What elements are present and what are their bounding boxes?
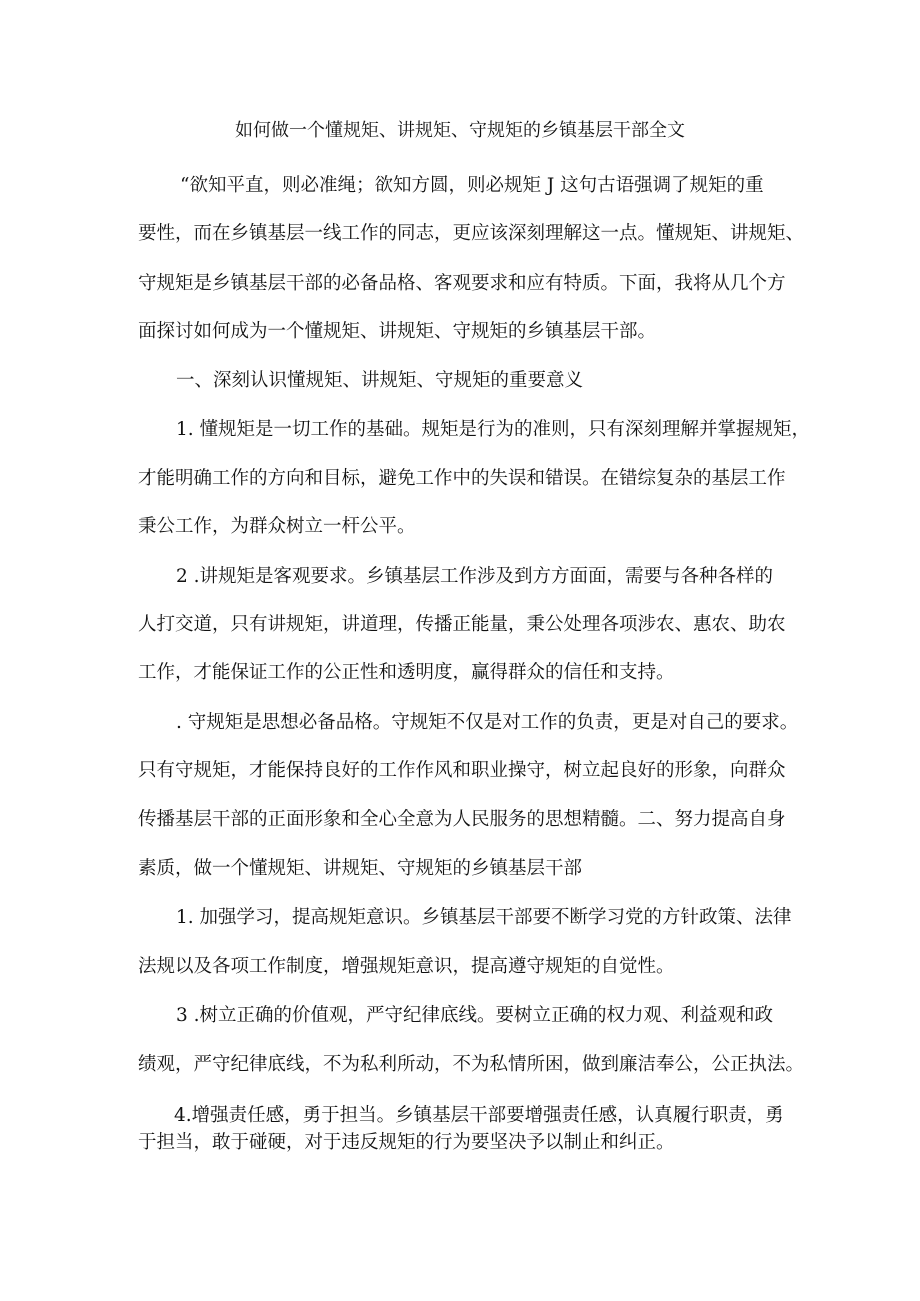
s1-p3-line-3: 传播基层干部的正面形象和全心全意为人民服务的思想精髓。二、努力提高自身 — [138, 809, 786, 830]
s2-p3-line-2: 于担当，敢于碰硬，对于违反规矩的行为要坚决予以制止和纠正。 — [138, 1132, 675, 1153]
s2-p3-line-1: 4.增强责任感，勇于担当。乡镇基层干部要增强责任感，认真履行职责，勇 — [174, 1105, 784, 1126]
s1-p2-line-1: 2 .讲规矩是客观要求。乡镇基层工作涉及到方方面面，需要与各种各样的 — [176, 566, 774, 587]
s1-p3-line-4: 素质，做一个懂规矩、讲规矩、守规矩的乡镇基层干部 — [138, 858, 583, 879]
s2-p1-line-1: 1. 加强学习，提高规矩意识。乡镇基层干部要不断学习党的方针政策、法律 — [176, 907, 792, 928]
intro-line-3: 守规矩是乡镇基层干部的必备品格、客观要求和应有特质。下面，我将从几个方 — [138, 273, 786, 294]
section1-heading: 一、深刻认识懂规矩、讲规矩、守规矩的重要意义 — [176, 370, 584, 391]
s1-p1-line-3: 秉公工作，为群众树立一杆公平。 — [138, 516, 416, 537]
s2-p2-line-2: 绩观，严守纪律底线，不为私利所动，不为私情所困，做到廉洁奉公，公正执法。 — [138, 1054, 805, 1075]
s1-p2-line-3: 工作，才能保证工作的公正性和透明度，赢得群众的信任和支持。 — [138, 662, 675, 683]
s1-p1-line-2: 才能明确工作的方向和目标，避免工作中的失误和错误。在错综复杂的基层工作 — [138, 468, 786, 489]
intro-line-1: “欲知平直，则必准绳；欲知方圆，则必规矩 J 这句古语强调了规矩的重 — [180, 175, 764, 196]
s1-p3-line-1: . 守规矩是思想必备品格。守规矩不仅是对工作的负责，更是对自己的要求。 — [176, 712, 799, 733]
s2-p2-line-1: 3 .树立正确的价值观，严守纪律底线。要树立正确的权力观、利益观和政 — [176, 1005, 774, 1026]
intro-line-2: 要性，而在乡镇基层一线工作的同志，更应该深刻理解这一点。懂规矩、讲规矩、 — [138, 223, 805, 244]
s2-p1-line-2: 法规以及各项工作制度，增强规矩意识，提高遵守规矩的自觉性。 — [138, 956, 675, 977]
s1-p3-line-2: 只有守规矩，才能保持良好的工作作风和职业操守，树立起良好的形象，向群众 — [138, 760, 786, 781]
s1-p1-line-1: 1. 懂规矩是一切工作的基础。规矩是行为的准则，只有深刻理解并掌握规矩， — [176, 419, 811, 440]
s1-p2-line-2: 人打交道，只有讲规矩，讲道理，传播正能量，秉公处理各项涉农、惠农、助农 — [138, 614, 786, 635]
document-title: 如何做一个懂规矩、讲规矩、守规矩的乡镇基层干部全文 — [235, 120, 685, 141]
intro-line-4: 面探讨如何成为一个懂规矩、讲规矩、守规矩的乡镇基层干部。 — [138, 321, 657, 342]
